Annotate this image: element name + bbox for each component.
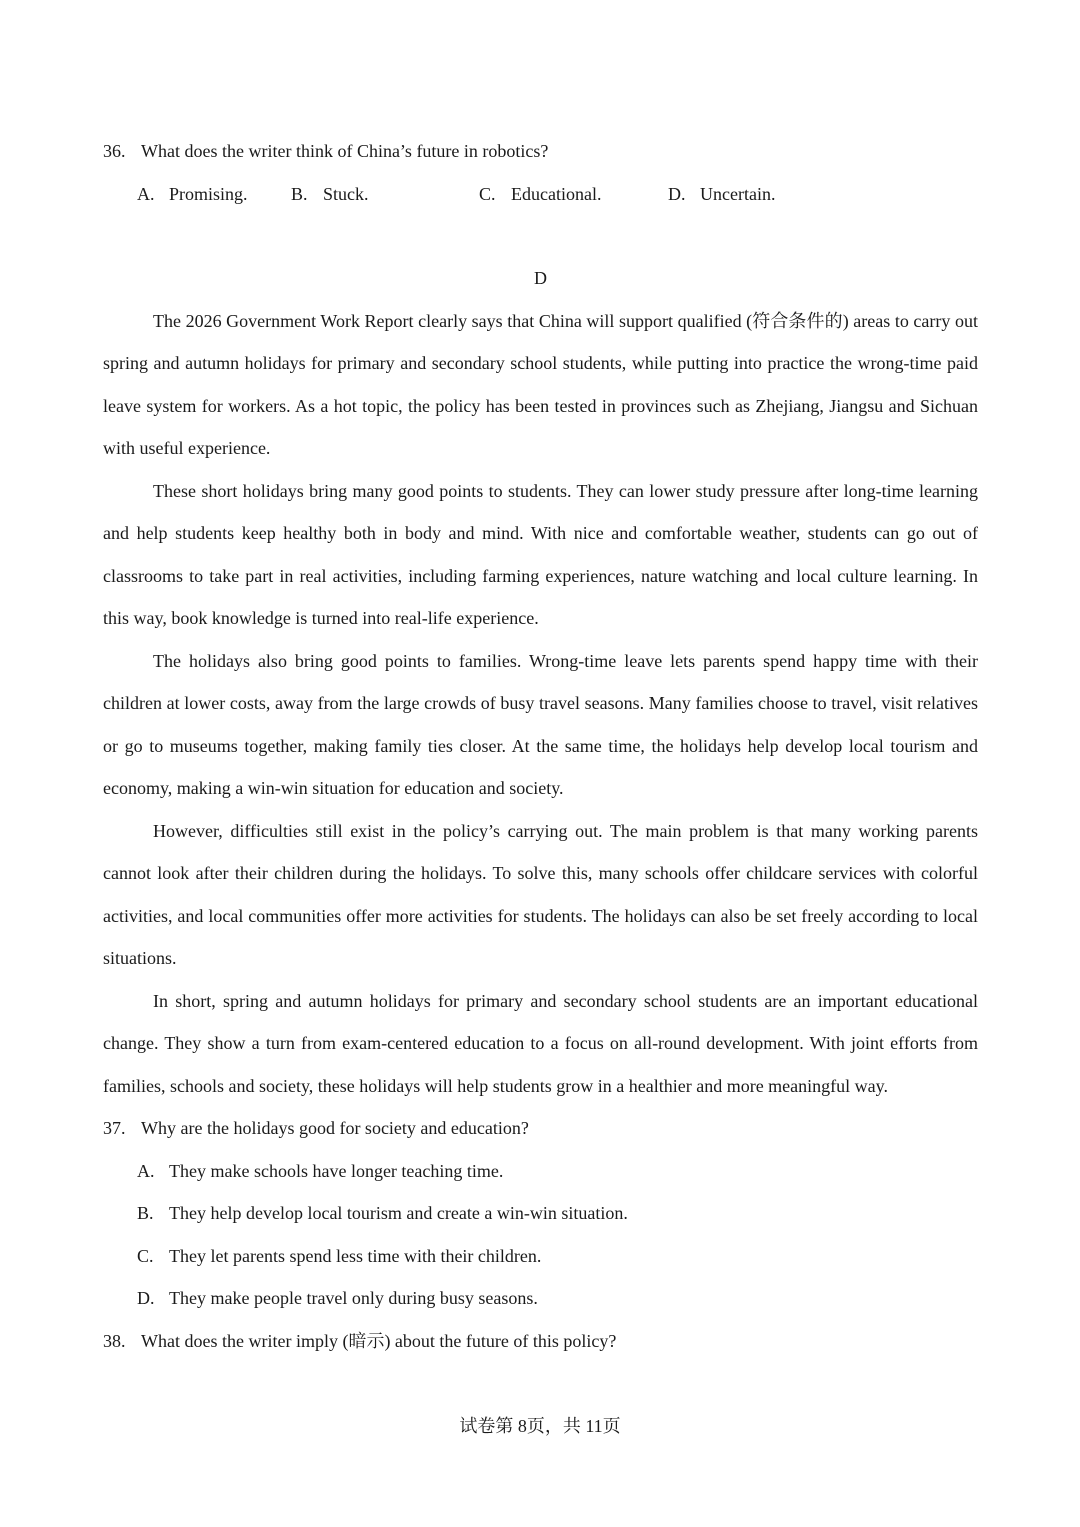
exam-page xyxy=(103,130,978,1362)
question-38 xyxy=(103,1320,978,1363)
passage-paragraph-3: The holidays also bring good points to families. Wrong-time leave lets parents spend happy time with their children at lower costs, away from the large crowds of busy travel seasons. Many families choose to travel, visit relatives or go to museums together, making family ties closer. At the same time, the holidays help develop local tourism and economy, making a win-win situation for education and society. xyxy=(103,650,978,798)
question-number: 37. xyxy=(103,1118,126,1138)
option-a: A. They make schools have longer teaching time. xyxy=(137,1160,504,1181)
question-36 xyxy=(103,130,978,173)
page-footer: 试卷第 8页，共 11页 xyxy=(459,1416,621,1436)
option-c: C. They let parents spend less time with their children. xyxy=(137,1245,542,1266)
passage-paragraph-4: However, difficulties still exist in the policy’s carrying out. The main problem is that many working parents cannot look after their children during the holidays. To solve this, many schools offer childcare services with colorful activities, and local communities offer more activities for students. The holidays can also be set freely according to local situations. xyxy=(103,820,978,968)
passage-paragraph-1: The 2026 Government Work Report clearly says that China will support qualified (符合条件的) areas to carry out spring and autumn holidays for primary and secondary school students, while putting into practice the wrong-time paid leave system for workers. As a hot topic, the policy has been tested in provinces such as Zhejiang, Jiangsu and Sichuan with useful experience. xyxy=(103,310,978,458)
passage-paragraph-2: These short holidays bring many good points to students. They can lower study pressure after long-time learning and help students keep healthy both in body and mind. With nice and comfortable weather, students can go out of classrooms to take part in real activities, including farming experiences, nature watching and local culture learning. In this way, book knowledge is turned into real-life experience. xyxy=(103,480,978,628)
question-37 xyxy=(103,1107,978,1150)
question-number: 38. xyxy=(103,1330,126,1351)
option-d: D. They make people travel only during busy seasons. xyxy=(137,1288,538,1308)
option-d: D. Uncertain. xyxy=(668,183,776,204)
passage-heading: D xyxy=(534,268,547,288)
option-b: B. They help develop local tourism and create a win-win situation. xyxy=(137,1203,628,1223)
question-text: What does the writer imply (暗示) about the future of this policy? xyxy=(141,1330,617,1351)
option-a: A. Promising. xyxy=(137,183,248,204)
question-36-options xyxy=(103,173,978,216)
passage-paragraph-5: In short, spring and autumn holidays for primary and secondary school students are an important educational change. They show a turn from exam-centered education to a focus on all-round development. With joint efforts from families, schools and society, these holidays will help students grow in a healthier and more meaningful way. xyxy=(103,990,978,1096)
question-text: What does the writer think of China’s future in robotics? xyxy=(141,141,549,161)
option-c: C. Educational. xyxy=(479,183,602,204)
question-number: 36. xyxy=(103,141,126,161)
option-b: B. Stuck. xyxy=(291,183,369,204)
question-text: Why are the holidays good for society and education? xyxy=(141,1118,529,1138)
